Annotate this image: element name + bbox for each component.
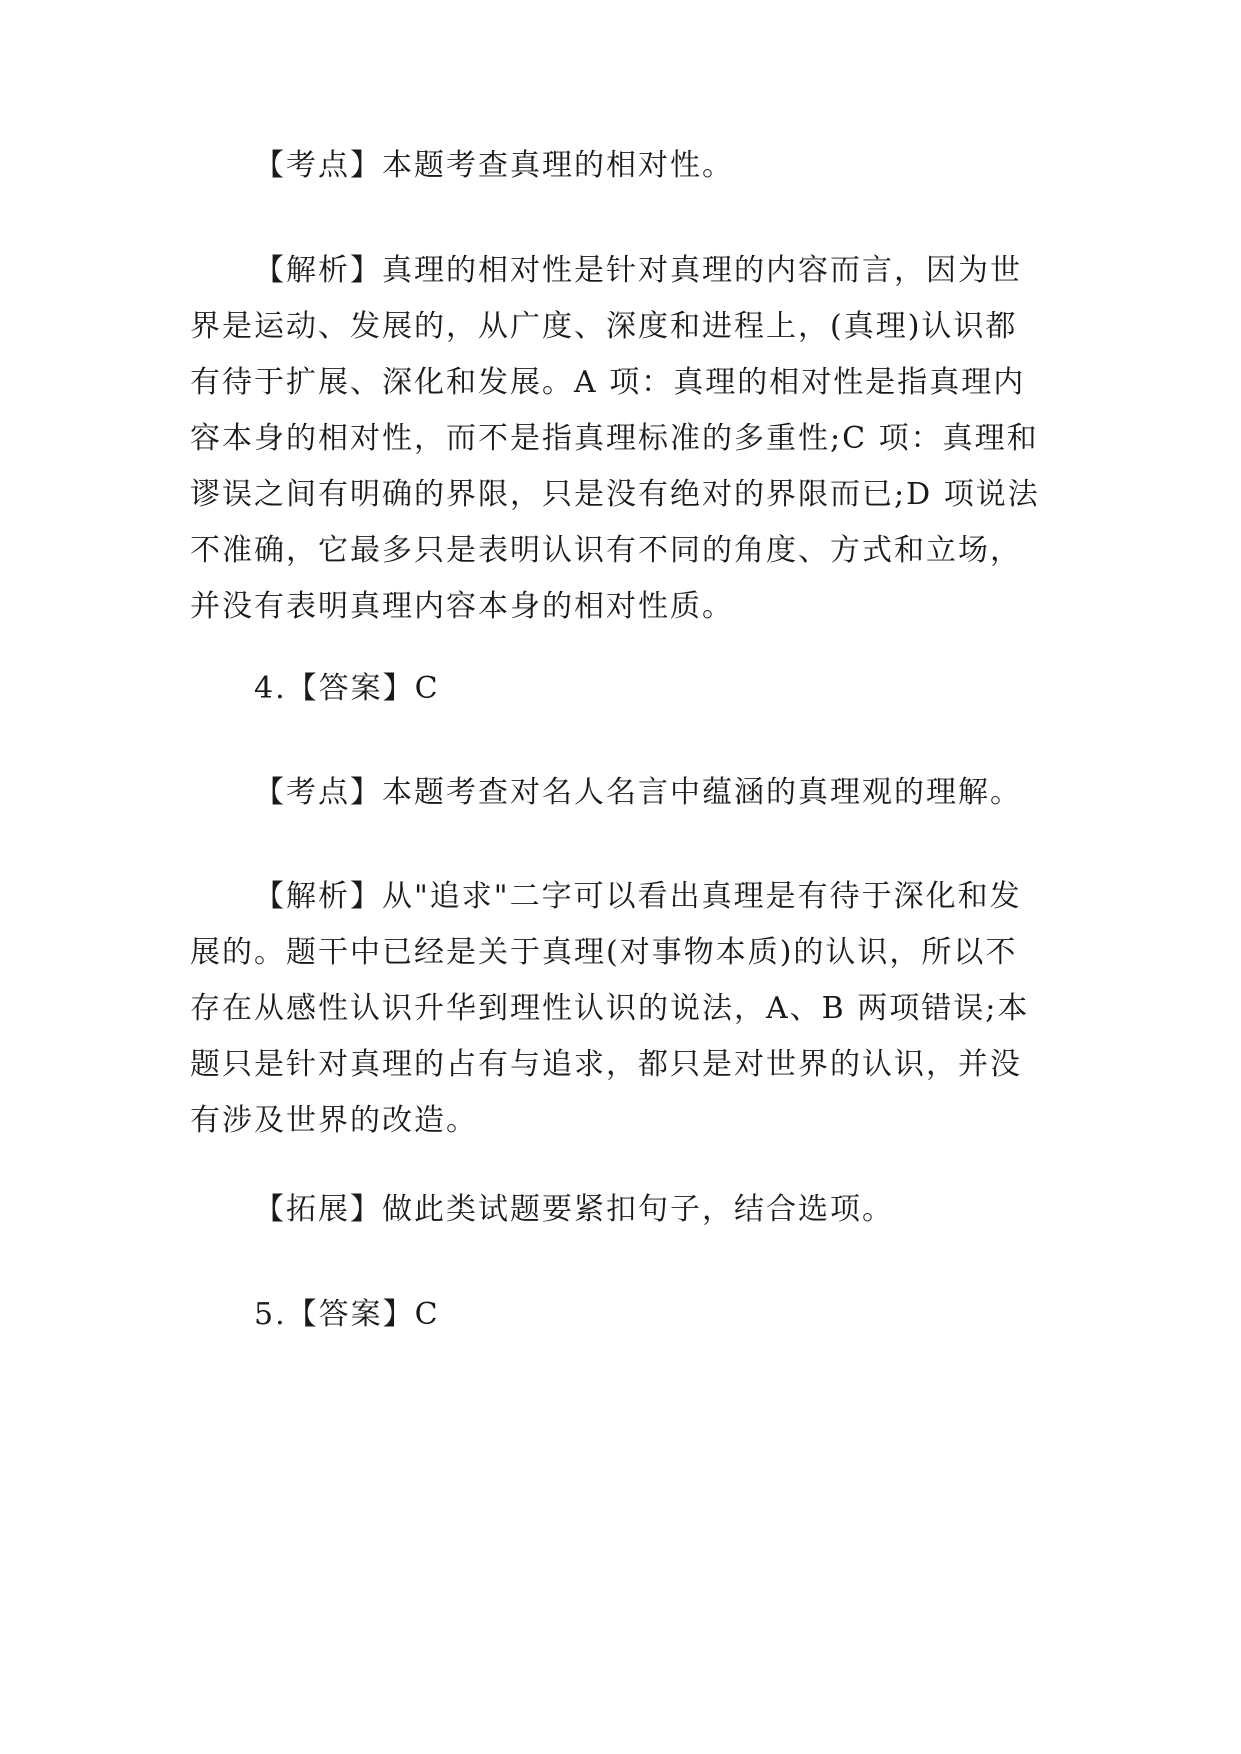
text-line: 【解析】从"追求"二字可以看出真理是有待于深化和发 — [254, 879, 1022, 914]
answer-paragraph-4 — [190, 661, 1060, 717]
kaodian-paragraph-1 — [190, 138, 1060, 194]
text-line: 谬误之间有明确的界限，只是没有绝对的界限而已;D 项说法 — [190, 477, 1040, 512]
tuozhan-paragraph — [190, 1182, 1060, 1238]
text-line: 4.【答案】C — [254, 671, 440, 706]
text-line: 题只是针对真理的占有与追求，都只是对世界的认识，并没 — [190, 1047, 1022, 1082]
text-line: 并没有表明真理内容本身的相对性质。 — [190, 589, 734, 624]
text-line: 界是运动、发展的，从广度、深度和进程上，(真理)认识都 — [190, 309, 1018, 344]
text-line: 存在从感性认识升华到理性认识的说法，A、B 两项错误;本 — [190, 991, 1030, 1026]
text-line: 展的。题干中已经是关于真理(对事物本质)的认识，所以不 — [190, 935, 1018, 970]
text-line: 容本身的相对性，而不是指真理标准的多重性;C 项：真理和 — [190, 421, 1039, 456]
text-line: 【解析】真理的相对性是针对真理的内容而言，因为世 — [254, 253, 1022, 288]
text-line: 5.【答案】C — [254, 1297, 440, 1332]
text-line: 【考点】本题考查对名人名言中蕴涵的真理观的理解。 — [254, 775, 1022, 810]
answer-paragraph-5 — [190, 1287, 1060, 1343]
text-line: 有待于扩展、深化和发展。A 项：真理的相对性是指真理内 — [190, 365, 1026, 400]
text-line: 【考点】本题考查真理的相对性。 — [254, 148, 734, 183]
text-line: 有涉及世界的改造。 — [190, 1103, 478, 1138]
jiexi-paragraph-2 — [190, 869, 1060, 1149]
jiexi-paragraph-1 — [190, 243, 1060, 635]
kaodian-paragraph-2 — [190, 765, 1060, 821]
text-line: 【拓展】做此类试题要紧扣句子，结合选项。 — [254, 1192, 894, 1227]
text-line: 不准确，它最多只是表明认识有不同的角度、方式和立场， — [190, 533, 1022, 568]
